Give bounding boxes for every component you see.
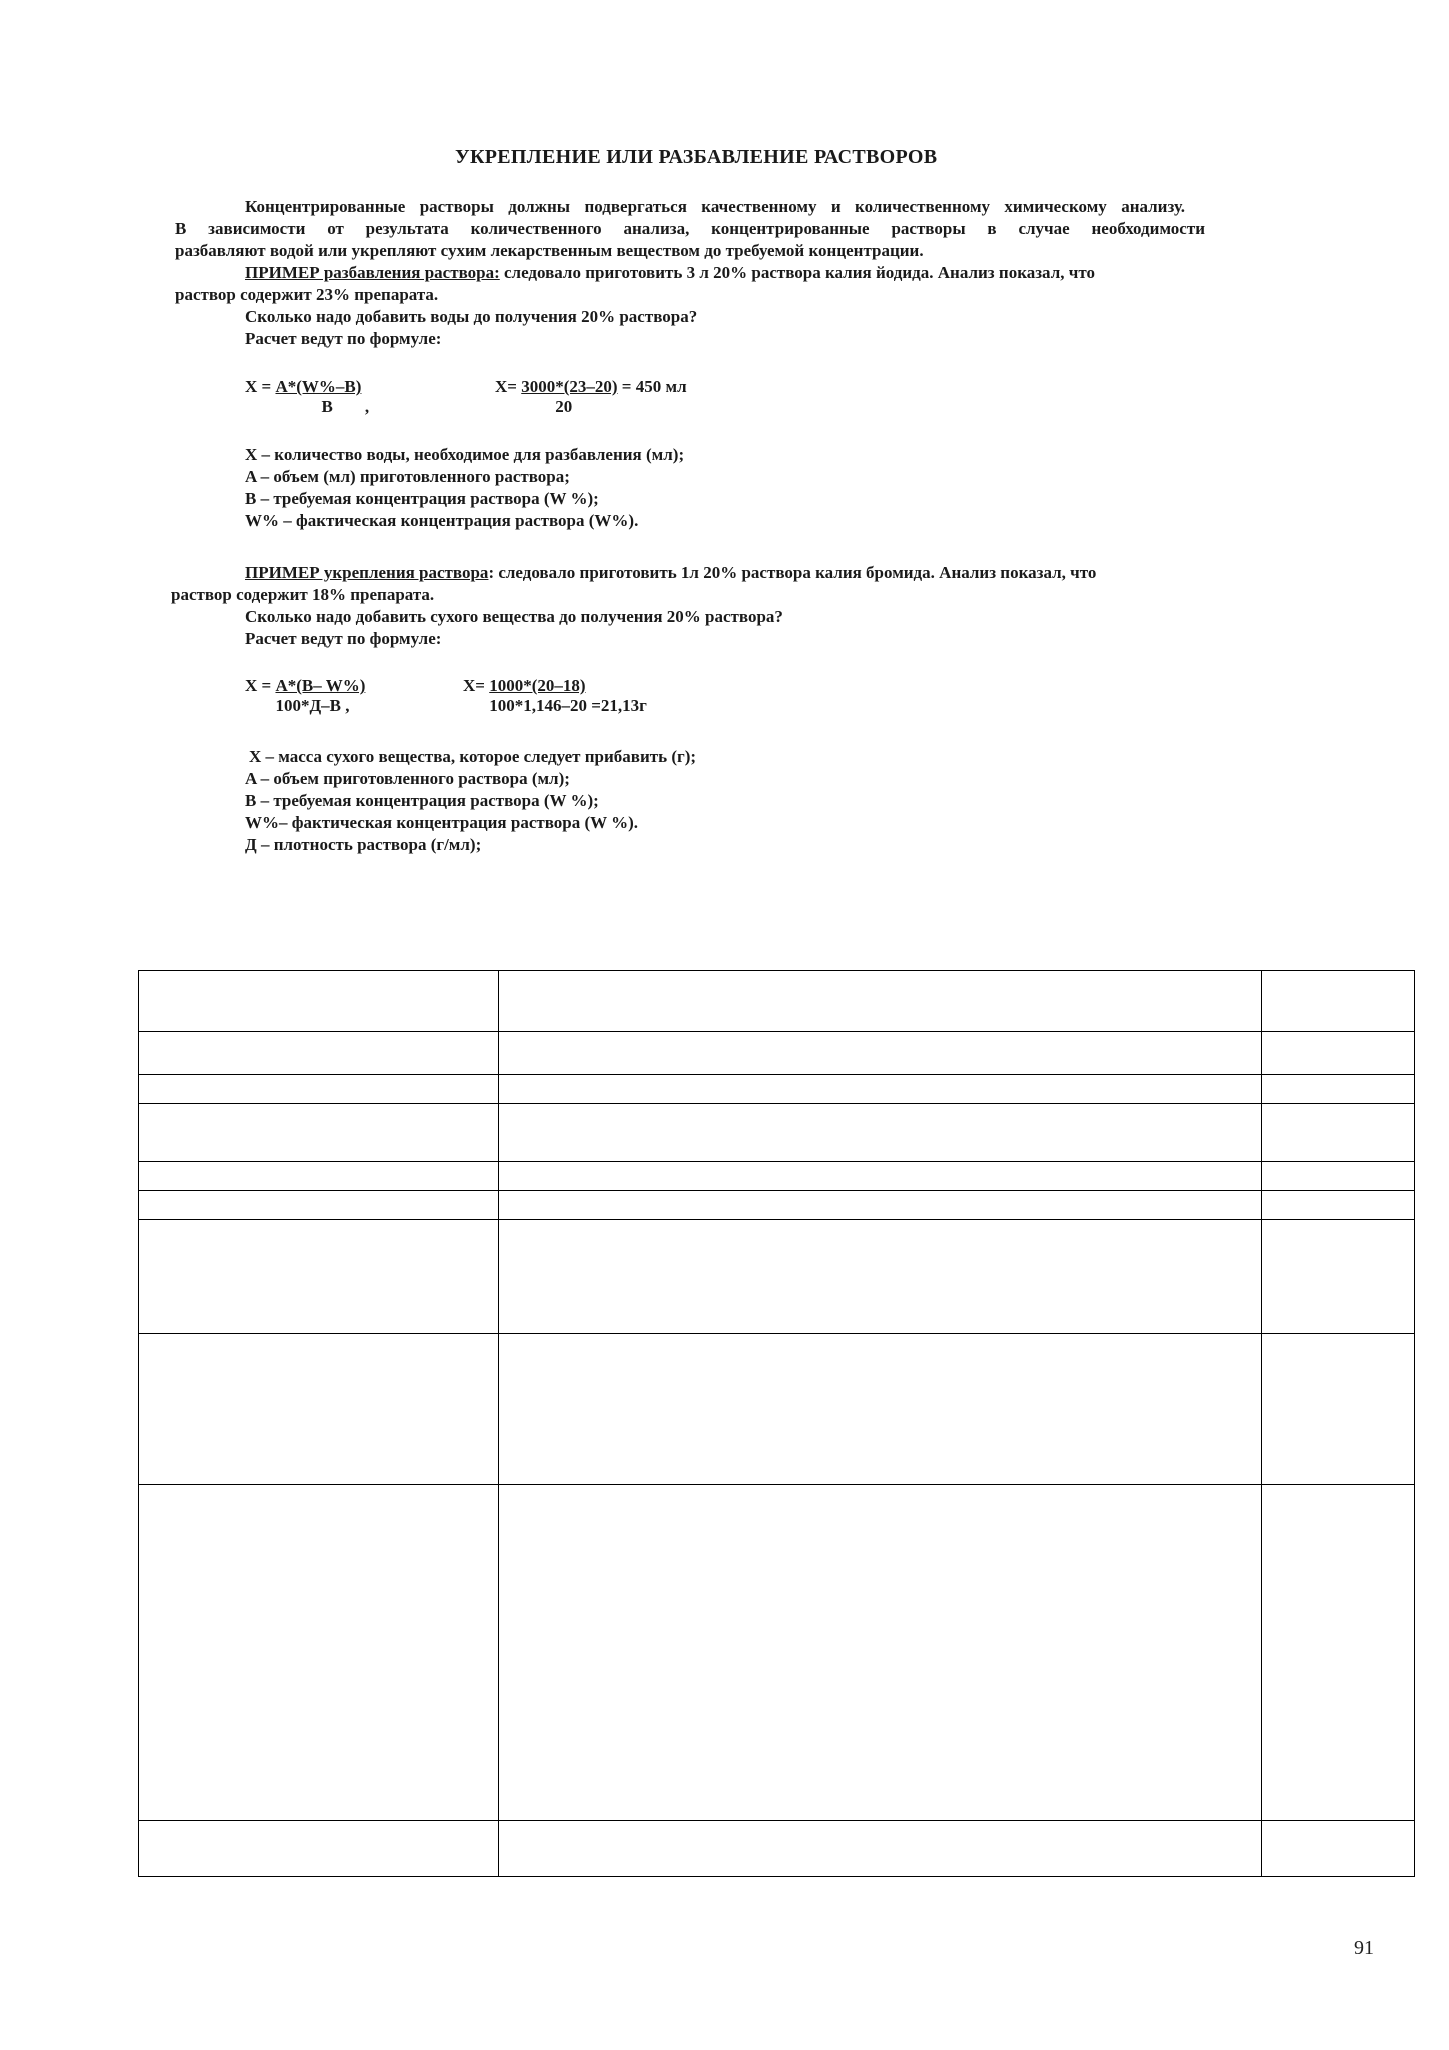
- formula-comma: ,: [364, 397, 370, 416]
- table-cell: [1262, 1334, 1415, 1485]
- example1-legend-3: B – требуемая концентрация раствора (W %);: [245, 489, 599, 508]
- formula-numerator: 1000*(20–18): [489, 676, 586, 695]
- table-cell: [1262, 971, 1415, 1032]
- formula-numerator: A*(B– W%): [275, 676, 366, 695]
- table-row: [139, 1191, 1415, 1220]
- formula-fraction: [489, 676, 647, 716]
- table-row: [139, 1162, 1415, 1191]
- table-cell: [1262, 1485, 1415, 1821]
- table-cell: [498, 1104, 1261, 1162]
- table-cell: [139, 1485, 499, 1821]
- table-cell: [139, 1334, 499, 1485]
- table-row: [139, 1821, 1415, 1877]
- example1-formula-calc: [495, 377, 687, 417]
- empty-table: [138, 970, 1415, 1877]
- table-cell: [498, 1821, 1261, 1877]
- formula-numerator: 3000*(23–20): [521, 377, 618, 396]
- table-cell: [139, 1032, 499, 1075]
- table-row: [139, 971, 1415, 1032]
- formula-lhs: X=: [495, 377, 522, 396]
- example2-calc: Расчет ведут по формуле:: [245, 629, 442, 648]
- example2-label: ПРИМЕР укрепления раствора: [245, 563, 489, 582]
- example2-legend-3: B – требуемая концентрация раствора (W %);: [245, 791, 599, 810]
- example1-question: Сколько надо добавить воды до получения 20% раствора?: [245, 307, 698, 326]
- intro-line-2: В зависимости от результата количественного анализа, концентрированные растворы в случае необходимости: [175, 219, 1205, 238]
- table-cell: [498, 1032, 1261, 1075]
- example1-text: следовало приготовить 3 л 20% раствора калия йодида. Анализ показал, что: [499, 263, 1095, 282]
- example2-legend-2: A – объем приготовленного раствора (мл);: [245, 769, 570, 788]
- example1-line2: раствор содержит 23% препарата.: [175, 285, 439, 304]
- example1-formula-general: [245, 377, 369, 417]
- formula-denominator: 20: [555, 397, 573, 416]
- table-cell: [139, 1191, 499, 1220]
- table-cell: [139, 1162, 499, 1191]
- scanned-page: [171, 120, 1225, 950]
- formula-lhs: X=: [463, 676, 490, 695]
- example1-legend-4: W% – фактическая концентрация раствора (W%).: [245, 511, 639, 530]
- table-row: [139, 1220, 1415, 1334]
- example2-line2: раствор содержит 18% препарата.: [171, 585, 435, 604]
- table-cell: [498, 1162, 1261, 1191]
- doc-title: УКРЕПЛЕНИЕ ИЛИ РАЗБАВЛЕНИЕ РАСТВОРОВ: [455, 146, 938, 168]
- table-cell: [139, 1220, 499, 1334]
- table-cell: [1262, 1032, 1415, 1075]
- table-row: [139, 1334, 1415, 1485]
- table-cell: [498, 971, 1261, 1032]
- formula-lhs: X =: [245, 377, 276, 396]
- example2-question: Сколько надо добавить сухого вещества до получения 20% раствора?: [245, 607, 783, 626]
- formula-denominator: B: [321, 397, 333, 416]
- formula-lhs: X =: [245, 676, 276, 695]
- example2-legend-5: Д – плотность раствора (г/мл);: [245, 835, 482, 854]
- table-cell: [498, 1485, 1261, 1821]
- table-cell: [1262, 1104, 1415, 1162]
- formula-fraction: [275, 676, 365, 716]
- table-cell: [1262, 1075, 1415, 1104]
- example1-line1: [245, 262, 1225, 284]
- example1-legend-2: A – объем (мл) приготовленного раствора;: [245, 467, 570, 486]
- formula-numerator: A*(W%–B): [275, 377, 362, 396]
- formula-fraction: [275, 377, 369, 417]
- formula-fraction: [521, 377, 617, 417]
- table-cell: [139, 971, 499, 1032]
- table-cell: [139, 1821, 499, 1877]
- table-cell: [1262, 1821, 1415, 1877]
- table-cell: [498, 1075, 1261, 1104]
- table-cell: [139, 1104, 499, 1162]
- table-row: [139, 1485, 1415, 1821]
- table-cell: [498, 1220, 1261, 1334]
- example2-formula-general: [245, 676, 365, 716]
- example2-legend-1: X – масса сухого вещества, которое следует прибавить (г);: [249, 747, 697, 766]
- example2-line1: [245, 562, 1235, 584]
- formula-result: = 450 мл: [617, 377, 687, 396]
- table-row: [139, 1032, 1415, 1075]
- table-cell: [1262, 1162, 1415, 1191]
- formula-denominator: 100*Д–B ,: [275, 696, 350, 715]
- example1-label: ПРИМЕР разбавления раствора:: [245, 263, 500, 282]
- formula-denominator: 100*1,146–20 =21,13г: [489, 696, 647, 715]
- example2-text: : следовало приготовить 1л 20% раствора калия бромида. Анализ показал, что: [488, 563, 1097, 582]
- example2-legend-4: W%– фактическая концентрация раствора (W %).: [245, 813, 639, 832]
- intro-line-3: разбавляют водой или укрепляют сухим лекарственным веществом до требуемой концентрации.: [175, 241, 924, 260]
- example1-calc: Расчет ведут по формуле:: [245, 329, 442, 348]
- table-row: [139, 1075, 1415, 1104]
- table-cell: [1262, 1220, 1415, 1334]
- table-cell: [498, 1191, 1261, 1220]
- table-cell: [498, 1334, 1261, 1485]
- table-cell: [1262, 1191, 1415, 1220]
- example2-formula-calc: [463, 676, 647, 716]
- table-cell: [139, 1075, 499, 1104]
- table-row: [139, 1104, 1415, 1162]
- example1-legend-1: X – количество воды, необходимое для разбавления (мл);: [245, 445, 685, 464]
- page-number: 91: [1354, 1937, 1374, 1959]
- intro-line-1: Концентрированные растворы должны подвергаться качественному и количественному химическому анализу.: [245, 197, 1185, 216]
